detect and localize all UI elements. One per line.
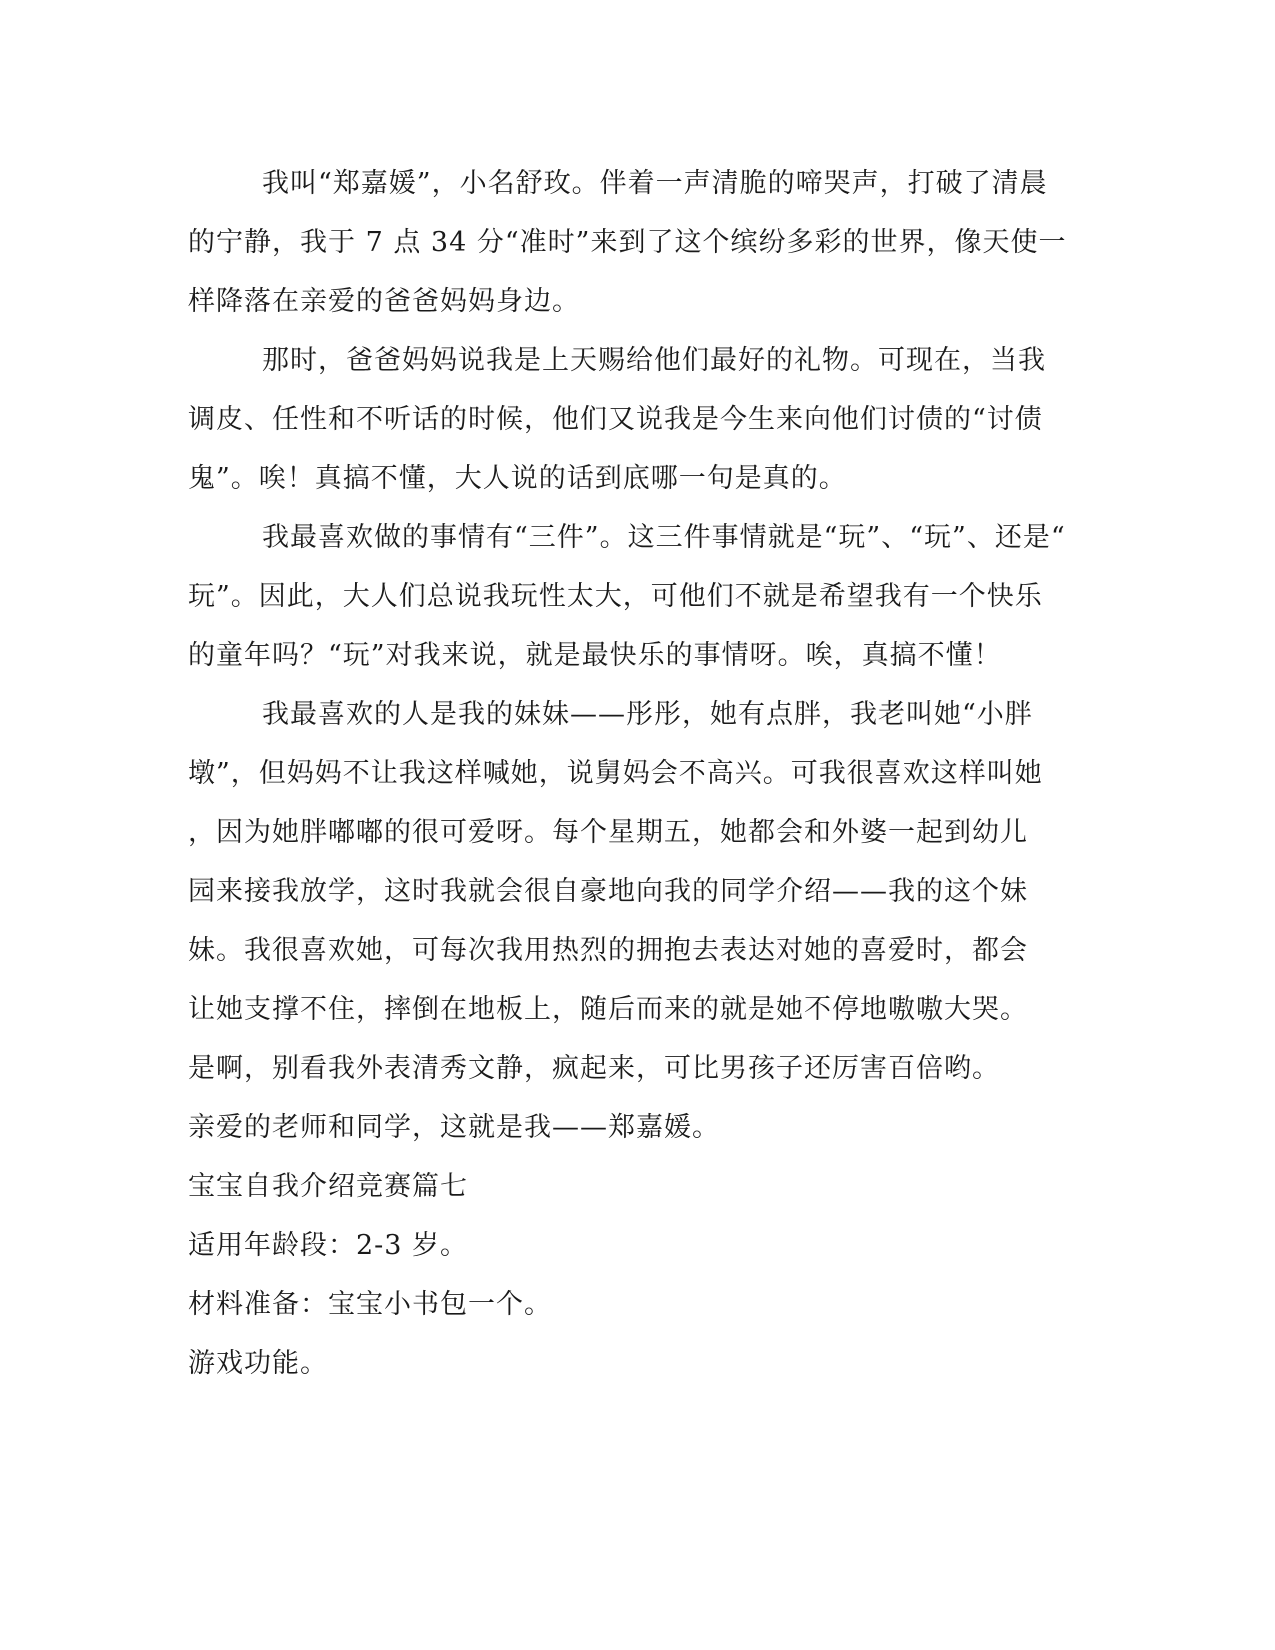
paragraph-birth [188,154,1088,331]
text-line: 鬼”。唉！真搞不懂，大人说的话到底哪一句是真的。 [188,463,847,494]
paragraph-sister [188,685,1088,1098]
paragraph-gift [188,331,1088,508]
text-line: 是啊，别看我外表清秀文静，疯起来，可比男孩子还厉害百倍哟。 [188,1053,1000,1084]
text-line: 的童年吗？“玩”对我来说，就是最快乐的事情呀。唉，真搞不懂！ [188,640,1002,671]
text-line: 的宁静，我于 7 点 34 分“准时”来到了这个缤纷多彩的世界，像天使一 [188,227,1067,258]
text-line: 我最喜欢的人是我的妹妹——彤彤，她有点胖，我老叫她“小胖 [262,699,1033,730]
game-function: 游戏功能。 [188,1348,328,1379]
text-line: 那时，爸爸妈妈说我是上天赐给他们最好的礼物。可现在，当我 [262,345,1046,376]
text-line: 我最喜欢做的事情有“三件”。这三件事情就是“玩”、“玩”、还是“ [262,522,1066,553]
text-line: ，因为她胖嘟嘟的很可爱呀。每个星期五，她都会和外婆一起到幼儿 [188,817,1028,848]
text-line: 妹。我很喜欢她，可每次我用热烈的拥抱去表达对她的喜爱时，都会 [188,935,1028,966]
text-line: 让她支撑不住，摔倒在地板上，随后而来的就是她不停地嗷嗷大哭。 [188,994,1028,1025]
section-title: 宝宝自我介绍竞赛篇七 [188,1171,468,1202]
materials: 材料准备：宝宝小书包一个。 [188,1289,552,1320]
closing-line: 亲爱的老师和同学，这就是我——郑嘉媛。 [188,1112,720,1143]
text-line: 样降落在亲爱的爸爸妈妈身边。 [188,286,580,317]
text-line: 墩”，但妈妈不让我这样喊她，说舅妈会不高兴。可我很喜欢这样叫她 [188,758,1043,789]
paragraph-play [188,508,1088,685]
text-line: 我叫“郑嘉媛”，小名舒玫。伴着一声清脆的啼哭声，打破了清晨 [262,168,1048,199]
text-line: 玩”。因此，大人们总说我玩性太大，可他们不就是希望我有一个快乐 [188,581,1043,612]
document-body [188,154,1088,1393]
text-line: 园来接我放学，这时我就会很自豪地向我的同学介绍——我的这个妹 [188,876,1028,907]
age-range: 适用年龄段：2-3 岁。 [188,1230,469,1261]
text-line: 调皮、任性和不听话的时候，他们又说我是今生来向他们讨债的“讨债 [188,404,1043,435]
